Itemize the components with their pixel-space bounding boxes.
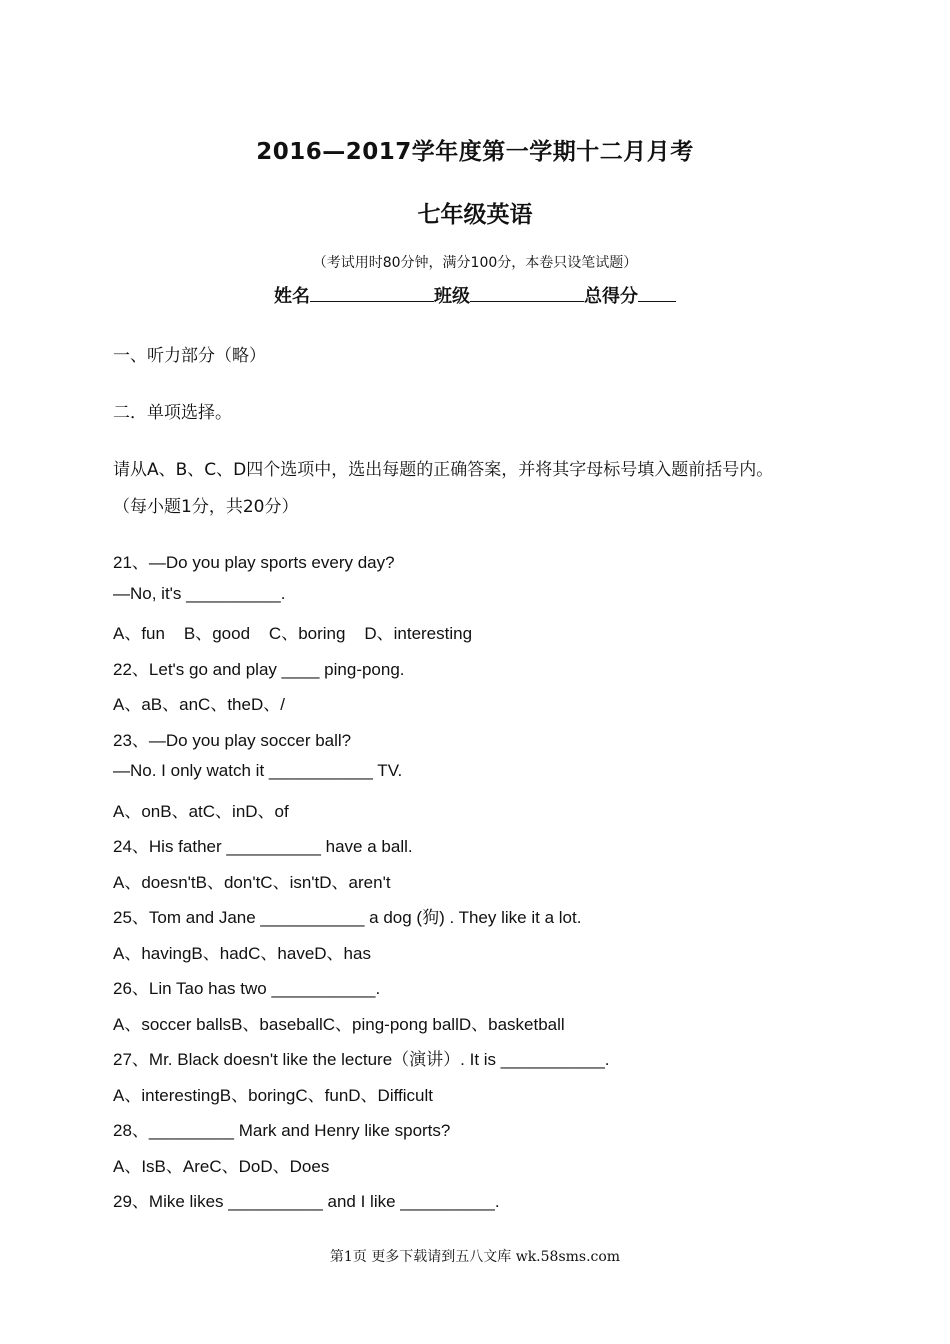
class-label: 班级 <box>434 286 470 307</box>
class-blank[interactable] <box>470 283 584 302</box>
question-line: 24、His father __________ have a ball. <box>113 837 413 856</box>
exam-note: （考试用时80分钟，满分100分，本卷只设笔试题） <box>312 255 638 271</box>
question-line: —No, it's __________. <box>113 584 286 603</box>
question-options: A、IsB、AreC、DoD、Does <box>113 1157 330 1176</box>
question-line: 27、Mr. Black doesn't like the lecture（演讲）. It is ___________. <box>113 1050 610 1069</box>
subject-title: 七年级英语 <box>417 202 533 228</box>
question-line: —No. I only watch it ___________ TV. <box>113 761 403 780</box>
question-line: 22、Let's go and play ____ ping-pong. <box>113 660 405 679</box>
question-options: A、onB、atC、inD、of <box>113 802 289 821</box>
question-line: 29、Mike likes __________ and I like __________. <box>113 1192 500 1211</box>
question-line: 23、—Do you play soccer ball? <box>113 731 352 750</box>
question-options: A、aB、anC、theD、/ <box>113 695 285 714</box>
section-choice-heading: 二．单项选择。 <box>113 403 232 423</box>
question-options: A、doesn'tB、don'tC、isn'tD、aren't <box>113 873 391 892</box>
student-info-line <box>0 282 950 308</box>
name-label: 姓名 <box>274 286 310 307</box>
score-blank[interactable] <box>638 283 676 302</box>
question-line: 28、_________ Mark and Henry like sports? <box>113 1121 451 1140</box>
question-options: A、fun B、good C、boring D、interesting <box>113 624 473 643</box>
section-listening-heading: 一、听力部分（略） <box>113 346 266 366</box>
question-line: 26、Lin Tao has two ___________. <box>113 979 381 998</box>
instruction-score-text: （每小题1分，共20分） <box>113 497 299 517</box>
exam-title: 2016—2017学年度第一学期十二月月考 <box>256 139 694 165</box>
score-label: 总得分 <box>584 286 638 307</box>
question-options: A、havingB、hadC、haveD、has <box>113 944 371 963</box>
instruction-text: 请从A、B、C、D四个选项中，选出每题的正确答案，并将其字母标号填入题前括号内。 <box>113 460 774 480</box>
question-line: 25、Tom and Jane ___________ a dog (狗) . They like it a lot. <box>113 908 582 927</box>
question-options: A、soccer ballsB、baseballC、ping-pong ballD、basketball <box>113 1015 565 1034</box>
question-line: 21、—Do you play sports every day? <box>113 553 395 572</box>
page-footer: 第1页 更多下载请到五八文库 wk.58sms.com <box>329 1249 621 1265</box>
question-options: A、interestingB、boringC、funD、Difficult <box>113 1086 433 1105</box>
name-blank[interactable] <box>310 283 434 302</box>
